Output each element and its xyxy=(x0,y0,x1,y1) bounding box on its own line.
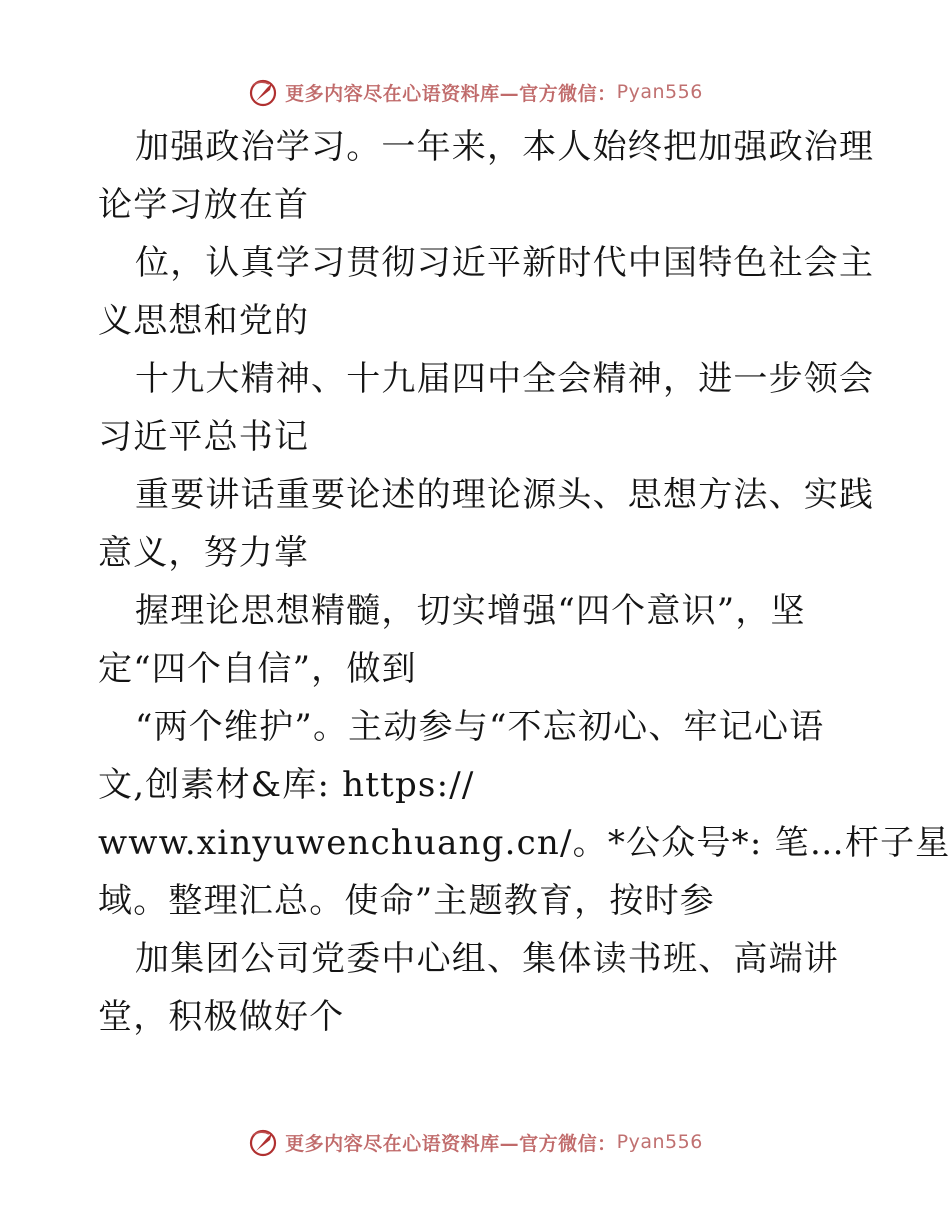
header-wechat-id: Pyan556 xyxy=(616,81,703,103)
footer-banner-text: 更多内容尽在心语资料库—官方微信： xyxy=(285,1132,617,1155)
quill-logo-icon xyxy=(247,1126,279,1158)
body-line-9: 握理论思想精髓，切实增强“四个意识”，坚 xyxy=(135,591,806,631)
body-line-4: 义思想和党的 xyxy=(98,301,310,341)
body-line-12: 文,创素材&库: https:// xyxy=(98,765,475,805)
body-line-8: 意义，努力掌 xyxy=(98,533,310,573)
body-line-5: 十九大精神、十九届四中全会精神，进一步领会 xyxy=(135,359,875,399)
body-line-13: www.xinyuwenchuang.cn/。*公众号*: 笔…杆子星 xyxy=(98,823,950,863)
document-body xyxy=(98,121,950,1049)
body-line-11: “两个维护”。主动参与“不忘初心、牢记心语 xyxy=(135,707,825,747)
body-line-6: 习近平总书记 xyxy=(98,417,310,457)
page-footer-banner xyxy=(0,1122,950,1162)
body-line-10: 定“四个自信”，做到 xyxy=(98,649,417,689)
page-header-banner xyxy=(0,72,950,112)
footer-wechat-id: Pyan556 xyxy=(616,1131,703,1153)
body-line-1: 加强政治学习。一年来，本人始终把加强政治理 xyxy=(135,127,875,167)
body-line-2: 论学习放在首 xyxy=(98,185,310,225)
body-line-14: 域。整理汇总。使命”主题教育，按时参 xyxy=(98,881,715,921)
body-line-15: 加集团公司党委中心组、集体读书班、高端讲 xyxy=(135,939,839,979)
header-banner-text: 更多内容尽在心语资料库—官方微信： xyxy=(285,82,617,105)
quill-logo-icon xyxy=(247,76,279,108)
body-line-3: 位，认真学习贯彻习近平新时代中国特色社会主 xyxy=(135,243,875,283)
body-line-16: 堂，积极做好个 xyxy=(98,997,345,1037)
body-line-7: 重要讲话重要论述的理论源头、思想方法、实践 xyxy=(135,475,875,515)
